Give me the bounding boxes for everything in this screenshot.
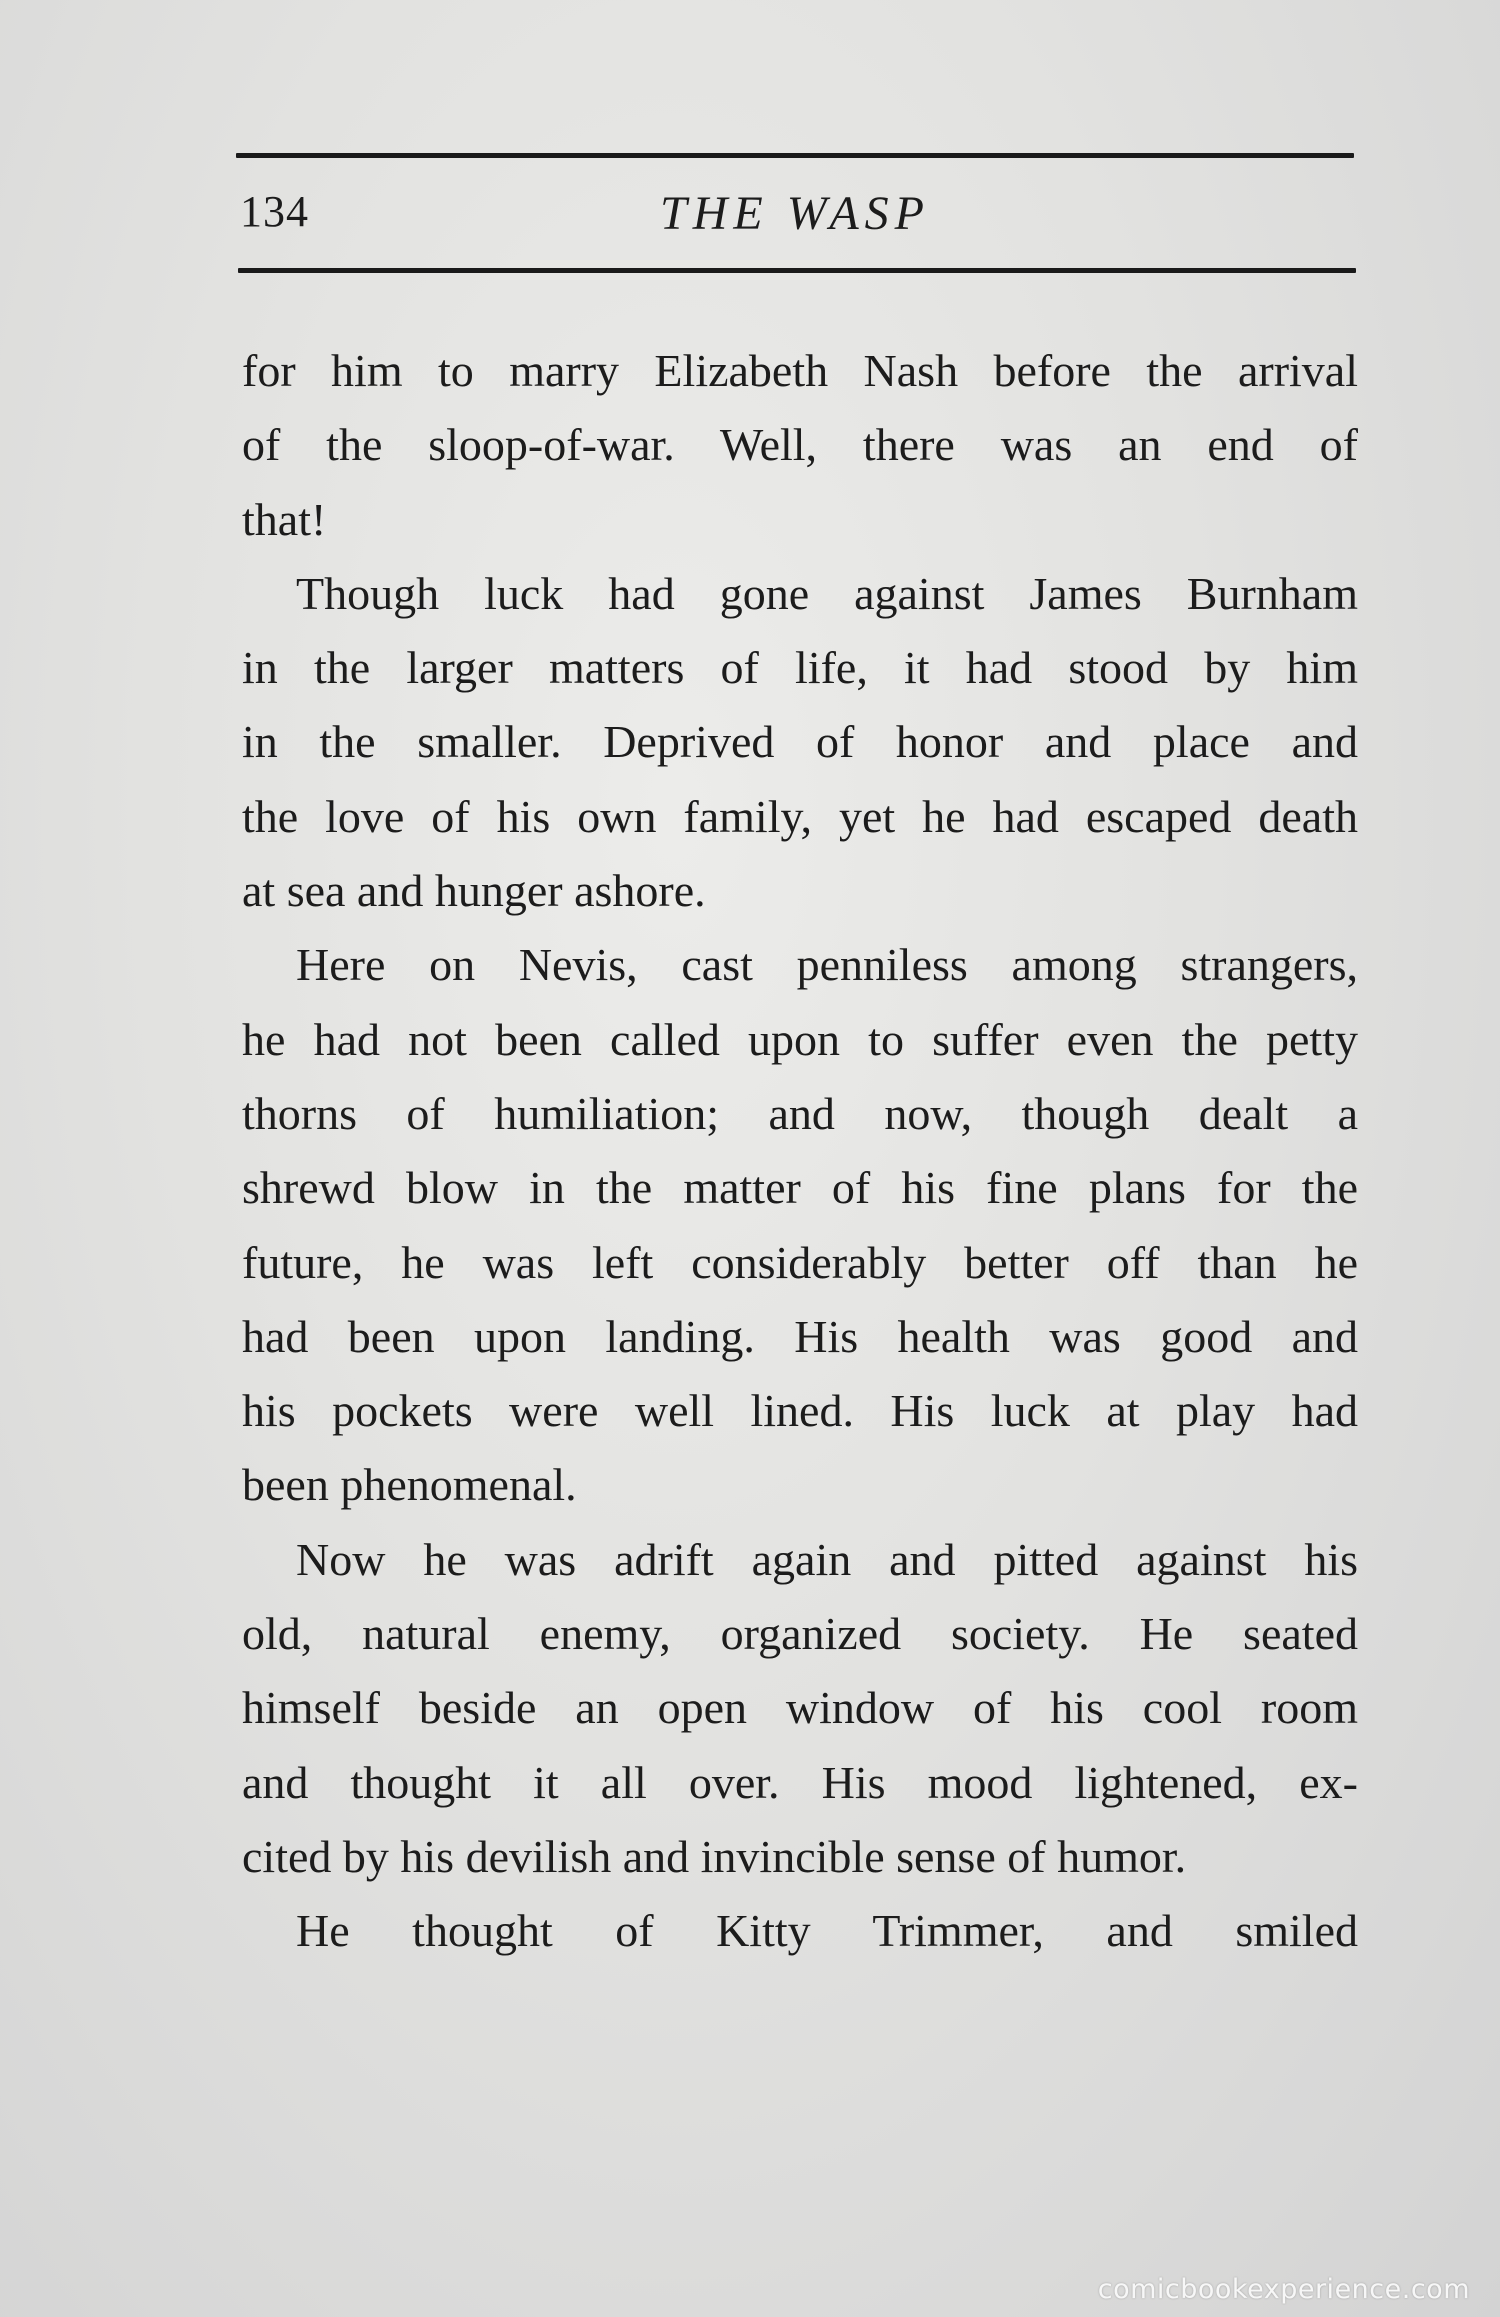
running-head-title: THE WASP <box>660 187 930 240</box>
text-line: shrewd blow in the matter of his fine plans for the <box>242 1162 1358 1214</box>
text-line: in the larger matters of life, it had stood by him <box>242 642 1358 694</box>
text-line: of the sloop-of-war. Well, there was an end of <box>242 419 1358 471</box>
body-text <box>242 334 1358 1969</box>
text-line: cited by his devilish and invincible sense of humor. <box>242 1830 1187 1882</box>
text-line: he had not been called upon to suffer even the petty <box>242 1013 1358 1065</box>
text-line: been phenomenal. <box>242 1459 577 1511</box>
text-line: in the smaller. Deprived of honor and place and <box>242 716 1358 768</box>
text-line: thorns of humiliation; and now, though dealt a <box>242 1087 1358 1139</box>
paragraph-start-line: He thought of Kitty Trimmer, and smiled <box>296 1905 1358 1957</box>
text-line: his pockets were well lined. His luck at play had <box>242 1385 1358 1437</box>
text-line: had been upon landing. His health was good and <box>242 1310 1358 1362</box>
header-top-rule <box>236 153 1354 158</box>
text-line: old, natural enemy, organized society. He seated <box>242 1608 1358 1660</box>
header-bottom-rule <box>238 268 1356 273</box>
text-line: at sea and hunger ashore. <box>242 865 706 917</box>
watermark-text: comicbookexperience.com <box>1097 2274 1470 2305</box>
text-line: himself beside an open window of his cool room <box>242 1682 1358 1734</box>
paragraph-start-line: Here on Nevis, cast penniless among strangers, <box>296 939 1358 991</box>
text-line: for him to marry Elizabeth Nash before the arrival <box>242 345 1358 396</box>
paragraph-start-line: Now he was adrift again and pitted against his <box>296 1533 1358 1585</box>
text-line: the love of his own family, yet he had escaped death <box>242 790 1358 842</box>
text-line: future, he was left considerably better off than he <box>242 1236 1358 1288</box>
paragraph-start-line: Though luck had gone against James Burnham <box>296 567 1358 619</box>
page-number: 134 <box>240 187 309 236</box>
text-line: and thought it all over. His mood lightened, ex- <box>242 1756 1358 1808</box>
text-line: that! <box>242 493 327 545</box>
